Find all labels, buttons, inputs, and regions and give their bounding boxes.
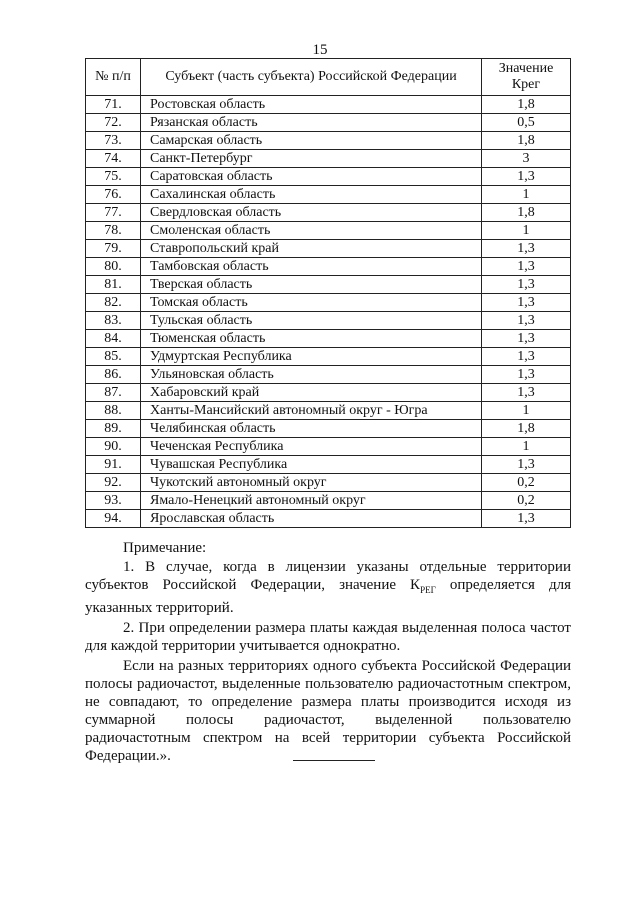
note-paragraph-2: 2. При определении размера платы каждая выделенная полоса частот для каждой территории учитывается однократно. xyxy=(85,620,571,654)
row-value: 1,3 xyxy=(482,258,571,276)
row-subject: Ставропольский край xyxy=(141,240,482,258)
table-row xyxy=(86,492,571,510)
row-value: 0,5 xyxy=(482,114,571,132)
row-value: 3 xyxy=(482,150,571,168)
table-row xyxy=(86,222,571,240)
table-body xyxy=(86,96,571,528)
row-subject: Сахалинская область xyxy=(141,186,482,204)
row-subject: Чувашская Республика xyxy=(141,456,482,474)
table-row xyxy=(86,366,571,384)
row-value: 1,8 xyxy=(482,204,571,222)
table-row xyxy=(86,420,571,438)
row-subject: Саратовская область xyxy=(141,168,482,186)
row-value: 1,3 xyxy=(482,240,571,258)
row-subject: Ульяновская область xyxy=(141,366,482,384)
table-row xyxy=(86,348,571,366)
row-num: 78. xyxy=(86,222,141,240)
row-value: 1,8 xyxy=(482,96,571,114)
table-row xyxy=(86,150,571,168)
row-num: 92. xyxy=(86,474,141,492)
note-p1-tail: определяется для указанных территорий. xyxy=(85,577,571,616)
table-row xyxy=(86,438,571,456)
header-subject: Субъект (часть субъекта) Российской Федерации xyxy=(141,59,482,96)
row-num: 71. xyxy=(86,96,141,114)
table-row xyxy=(86,258,571,276)
row-num: 89. xyxy=(86,420,141,438)
table-row xyxy=(86,114,571,132)
row-value: 1,3 xyxy=(482,168,571,186)
row-value: 1 xyxy=(482,402,571,420)
row-value: 1,8 xyxy=(482,420,571,438)
row-subject: Ханты-Мансийский автономный округ - Югра xyxy=(141,402,482,420)
row-num: 74. xyxy=(86,150,141,168)
row-subject: Тверская область xyxy=(141,276,482,294)
table-row xyxy=(86,474,571,492)
table-row xyxy=(86,402,571,420)
row-value: 1,3 xyxy=(482,384,571,402)
row-subject: Чеченская Республика xyxy=(141,438,482,456)
note-paragraph-1 xyxy=(85,558,571,617)
row-value: 1 xyxy=(482,438,571,456)
row-value: 1,3 xyxy=(482,294,571,312)
row-value: 1,3 xyxy=(482,348,571,366)
row-num: 90. xyxy=(86,438,141,456)
row-subject: Челябинская область xyxy=(141,420,482,438)
row-num: 84. xyxy=(86,330,141,348)
page-number: 15 xyxy=(312,42,328,58)
row-num: 76. xyxy=(86,186,141,204)
row-num: 80. xyxy=(86,258,141,276)
k-reg-subscript: РЕГ xyxy=(420,585,436,595)
row-value: 1,8 xyxy=(482,132,571,150)
row-num: 94. xyxy=(86,510,141,528)
row-subject: Рязанская область xyxy=(141,114,482,132)
table-row xyxy=(86,294,571,312)
row-num: 85. xyxy=(86,348,141,366)
table-row xyxy=(86,186,571,204)
row-subject: Ростовская область xyxy=(141,96,482,114)
row-subject: Тюменская область xyxy=(141,330,482,348)
row-subject: Свердловская область xyxy=(141,204,482,222)
row-subject: Смоленская область xyxy=(141,222,482,240)
note-title: Примечание: xyxy=(123,540,207,556)
row-subject: Хабаровский край xyxy=(141,384,482,402)
row-value: 1 xyxy=(482,186,571,204)
table-row xyxy=(86,276,571,294)
table-row xyxy=(86,240,571,258)
table-row xyxy=(86,384,571,402)
row-value: 1 xyxy=(482,222,571,240)
row-subject: Ямало-Ненецкий автономный округ xyxy=(141,492,482,510)
row-num: 73. xyxy=(86,132,141,150)
row-value: 1,3 xyxy=(482,276,571,294)
table-row xyxy=(86,456,571,474)
row-subject: Ярославская область xyxy=(141,510,482,528)
note-body xyxy=(85,558,571,765)
row-value: 1,3 xyxy=(482,456,571,474)
row-value: 0,2 xyxy=(482,474,571,492)
table-header-row xyxy=(86,59,571,96)
row-subject: Тульская область xyxy=(141,312,482,330)
row-value: 1,3 xyxy=(482,366,571,384)
header-value: Значение Крег xyxy=(482,59,571,96)
row-subject: Чукотский автономный округ xyxy=(141,474,482,492)
table-row xyxy=(86,132,571,150)
row-subject: Самарская область xyxy=(141,132,482,150)
table-row xyxy=(86,204,571,222)
row-num: 75. xyxy=(86,168,141,186)
row-value: 1,3 xyxy=(482,330,571,348)
row-num: 86. xyxy=(86,366,141,384)
row-num: 83. xyxy=(86,312,141,330)
note-paragraph-3: Если на разных территориях одного субъекта Российской Федерации полосы радиочастот, выделенные пользователю радиочастотным спектром, не совпадают, то определение размера платы производится исходя из суммарной полосы радиочастот, выделенной пользователю радиочастотным спектром на всей территории субъекта Российской Федерации.». xyxy=(85,658,571,764)
row-num: 82. xyxy=(86,294,141,312)
row-num: 79. xyxy=(86,240,141,258)
row-subject: Тамбовская область xyxy=(141,258,482,276)
table-row xyxy=(86,168,571,186)
row-num: 87. xyxy=(86,384,141,402)
table-row xyxy=(86,312,571,330)
regions-table xyxy=(85,58,571,528)
row-subject: Санкт-Петербург xyxy=(141,150,482,168)
closing-separator-line xyxy=(293,760,375,761)
row-num: 72. xyxy=(86,114,141,132)
row-num: 77. xyxy=(86,204,141,222)
row-subject: Удмуртская Республика xyxy=(141,348,482,366)
table-row xyxy=(86,96,571,114)
row-num: 91. xyxy=(86,456,141,474)
row-value: 1,3 xyxy=(482,312,571,330)
row-num: 81. xyxy=(86,276,141,294)
row-subject: Томская область xyxy=(141,294,482,312)
header-num: № п/п xyxy=(86,59,141,96)
table-row xyxy=(86,330,571,348)
note-p1-text: 1. В случае, когда в лицензии указаны отдельные территории субъектов Российской Федерации, значение К xyxy=(85,559,571,593)
table-row xyxy=(86,510,571,528)
row-num: 93. xyxy=(86,492,141,510)
row-num: 88. xyxy=(86,402,141,420)
row-value: 1,3 xyxy=(482,510,571,528)
row-value: 0,2 xyxy=(482,492,571,510)
